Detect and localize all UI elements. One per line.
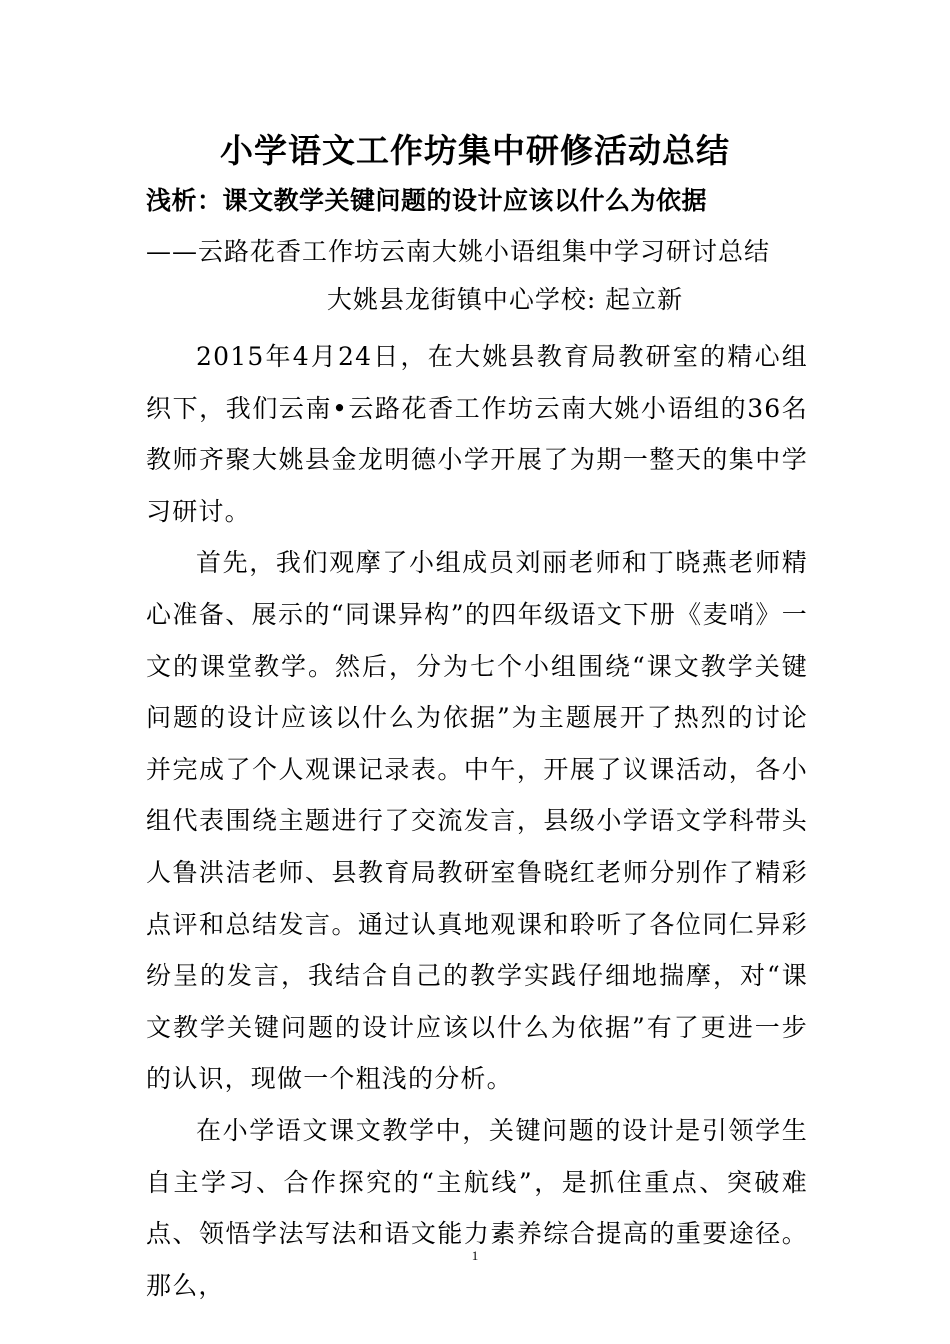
series-line: ——云路花香工作坊云南大姚小语组集中学习研讨总结 bbox=[146, 237, 771, 266]
author-line: 大姚县龙街镇中心学校: 起立新 bbox=[326, 285, 684, 314]
document-title: 小学语文工作坊集中研修活动总结 bbox=[220, 131, 730, 170]
document-subtitle: 浅析：课文教学关键问题的设计应该以什么为依据 bbox=[146, 186, 708, 215]
body-text bbox=[146, 331, 808, 1311]
paragraph-activities: 首先，我们观摩了小组成员刘丽老师和丁晓燕老师精心准备、展示的“同课异构”的四年级语文下册《麦哨》一文的课堂教学。然后，分为七个小组围绕“课文教学关键问题的设计应该以什么为依据”为主题展开了热烈的讨论并完成了个人观课记录表。中午，开展了议课活动，各小组代表围绕主题进行了交流发言，县级小学语文学科带头人鲁洪洁老师、县教育局教研室鲁晓红老师分别作了精彩点评和总结发言。通过认真地观课和聆听了各位同仁异彩纷呈的发言，我结合自己的教学实践仔细地揣摩，对“课文教学关键问题的设计应该以什么为依据”有了更进一步的认识，现做一个粗浅的分析。 bbox=[146, 548, 808, 1094]
page-number: 1 bbox=[471, 1248, 479, 1263]
paragraph-intro: 2015年4月24日，在大姚县教育局教研室的精心组织下，我们云南•云路花香工作坊云南大姚小语组的36名教师齐聚大姚县金龙明德小学开展了为期一整天的集中学习研讨。 bbox=[146, 342, 808, 526]
paragraph-key-questions: 在小学语文课文教学中，关键问题的设计是引领学生自主学习、合作探究的“主航线”，是抓住重点、突破难点、领悟学法写法和语文能力素养综合提高的重要途径。那么， bbox=[146, 1115, 808, 1300]
